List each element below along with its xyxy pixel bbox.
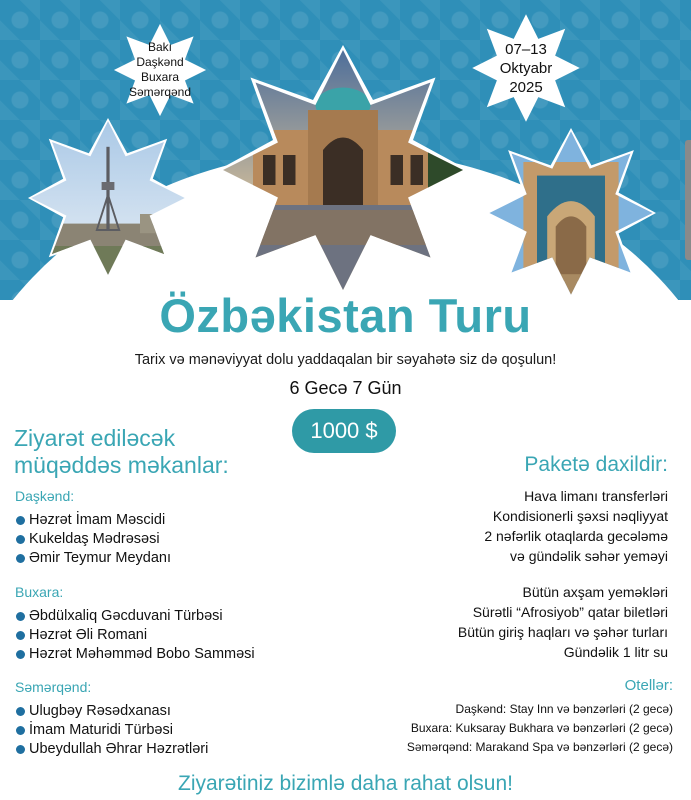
dates-star-badge xyxy=(470,12,582,124)
bullet-icon xyxy=(16,554,25,563)
package-list-a xyxy=(484,486,668,566)
city-bukhara: Buxara xyxy=(140,70,180,84)
list-item: Daşkənd: Stay Inn və bənzərləri (2 gecə) xyxy=(455,702,673,716)
list-item: Səmərqənd: Marakand Spa və bənzərləri (2 gecə) xyxy=(406,740,673,754)
page-title: Özbəkistan Turu xyxy=(159,289,532,342)
list-item: Həzrət Əli Romani xyxy=(16,626,255,645)
kalyan-mosque-photo xyxy=(218,45,468,295)
bullet-icon xyxy=(16,745,25,754)
city-baku: Bakı xyxy=(147,40,172,54)
bukhara-sites-list xyxy=(16,607,255,664)
list-item: İmam Maturidi Türbəsi xyxy=(16,721,208,740)
list-item: Gündəlik 1 litr su xyxy=(563,644,668,660)
city-tashkent: Daşkənd xyxy=(136,55,184,69)
list-item: Kondisionerli şəxsi nəqliyyat xyxy=(492,508,668,524)
list-item: Sürətli “Afrosiyob” qatar biletləri xyxy=(472,604,668,620)
list-item: Kukeldaş Mədrəsəsi xyxy=(16,530,171,549)
list-item: Bütün axşam yeməkləri xyxy=(522,584,668,600)
sites-heading xyxy=(14,425,229,479)
subtitle: Tarix və mənəviyyat dolu yaddaqalan bir səyahətə siz də qoşulun! xyxy=(134,352,557,368)
list-item: 2 nəfərlik otaqlarda gecələmə xyxy=(484,528,668,544)
scroll-edge-handle[interactable] xyxy=(685,140,691,260)
tashkent-sites-list xyxy=(16,511,171,568)
date-year: 2025 xyxy=(509,78,543,96)
city-heading-samarkand: Səmərqənd: xyxy=(15,679,92,695)
list-item: Bütün giriş haqları və şəhər turları xyxy=(457,624,668,640)
list-item: və gündəlik səhər yeməyi xyxy=(510,548,668,564)
hotels-list xyxy=(407,700,673,757)
tour-duration: 6 Gecə 7 Gün xyxy=(289,378,402,398)
bullet-icon xyxy=(16,612,25,621)
date-range: 07–13 xyxy=(505,40,547,58)
list-item: Hava limanı transferləri xyxy=(524,488,668,504)
date-month: Oktyabr xyxy=(499,59,553,77)
list-item: Əbdülxaliq Gəcduvani Türbəsi xyxy=(16,607,255,626)
cities-list xyxy=(112,22,208,118)
bullet-icon xyxy=(16,650,25,659)
hotels-heading: Otellər: xyxy=(624,677,673,694)
bullet-icon xyxy=(16,535,25,544)
package-list-b xyxy=(458,582,668,662)
city-heading-tashkent: Daşkənd: xyxy=(15,488,75,504)
tour-dates xyxy=(470,12,582,124)
bullet-icon xyxy=(16,631,25,640)
list-item: Əmir Teymur Meydanı xyxy=(16,549,171,568)
bullet-icon xyxy=(16,707,25,716)
list-item: Həzrət Məhəmməd Bobo Samməsi xyxy=(16,645,255,664)
city-samarkand: Səmərqənd xyxy=(128,85,192,99)
bullet-icon xyxy=(16,516,25,525)
price-badge: 1000 $ xyxy=(292,409,396,453)
tashkent-tower-photo xyxy=(28,118,188,278)
bullet-icon xyxy=(16,726,25,735)
list-item: Buxara: Kuksaray Bukhara və bənzərləri (2 gecə) xyxy=(410,721,673,735)
list-item: Həzrət İmam Məscidi xyxy=(16,511,171,530)
list-item: Ubeydullah Əhrar Həzrətləri xyxy=(16,740,208,759)
madrasa-portal-photo xyxy=(486,128,656,298)
city-heading-bukhara: Buxara: xyxy=(15,584,64,600)
footer-slogan: Ziyarətiniz bizimlə daha rahat olsun! xyxy=(178,772,513,795)
samarkand-sites-list xyxy=(16,702,208,759)
sites-heading-line2: müqəddəs məkanlar: xyxy=(14,452,229,478)
sites-heading-line1: Ziyarət ediləcək xyxy=(14,425,176,451)
package-heading: Paketə daxildir: xyxy=(524,453,668,476)
cities-star-badge xyxy=(112,22,208,118)
list-item: Ulugbəy Rəsədxanası xyxy=(16,702,208,721)
